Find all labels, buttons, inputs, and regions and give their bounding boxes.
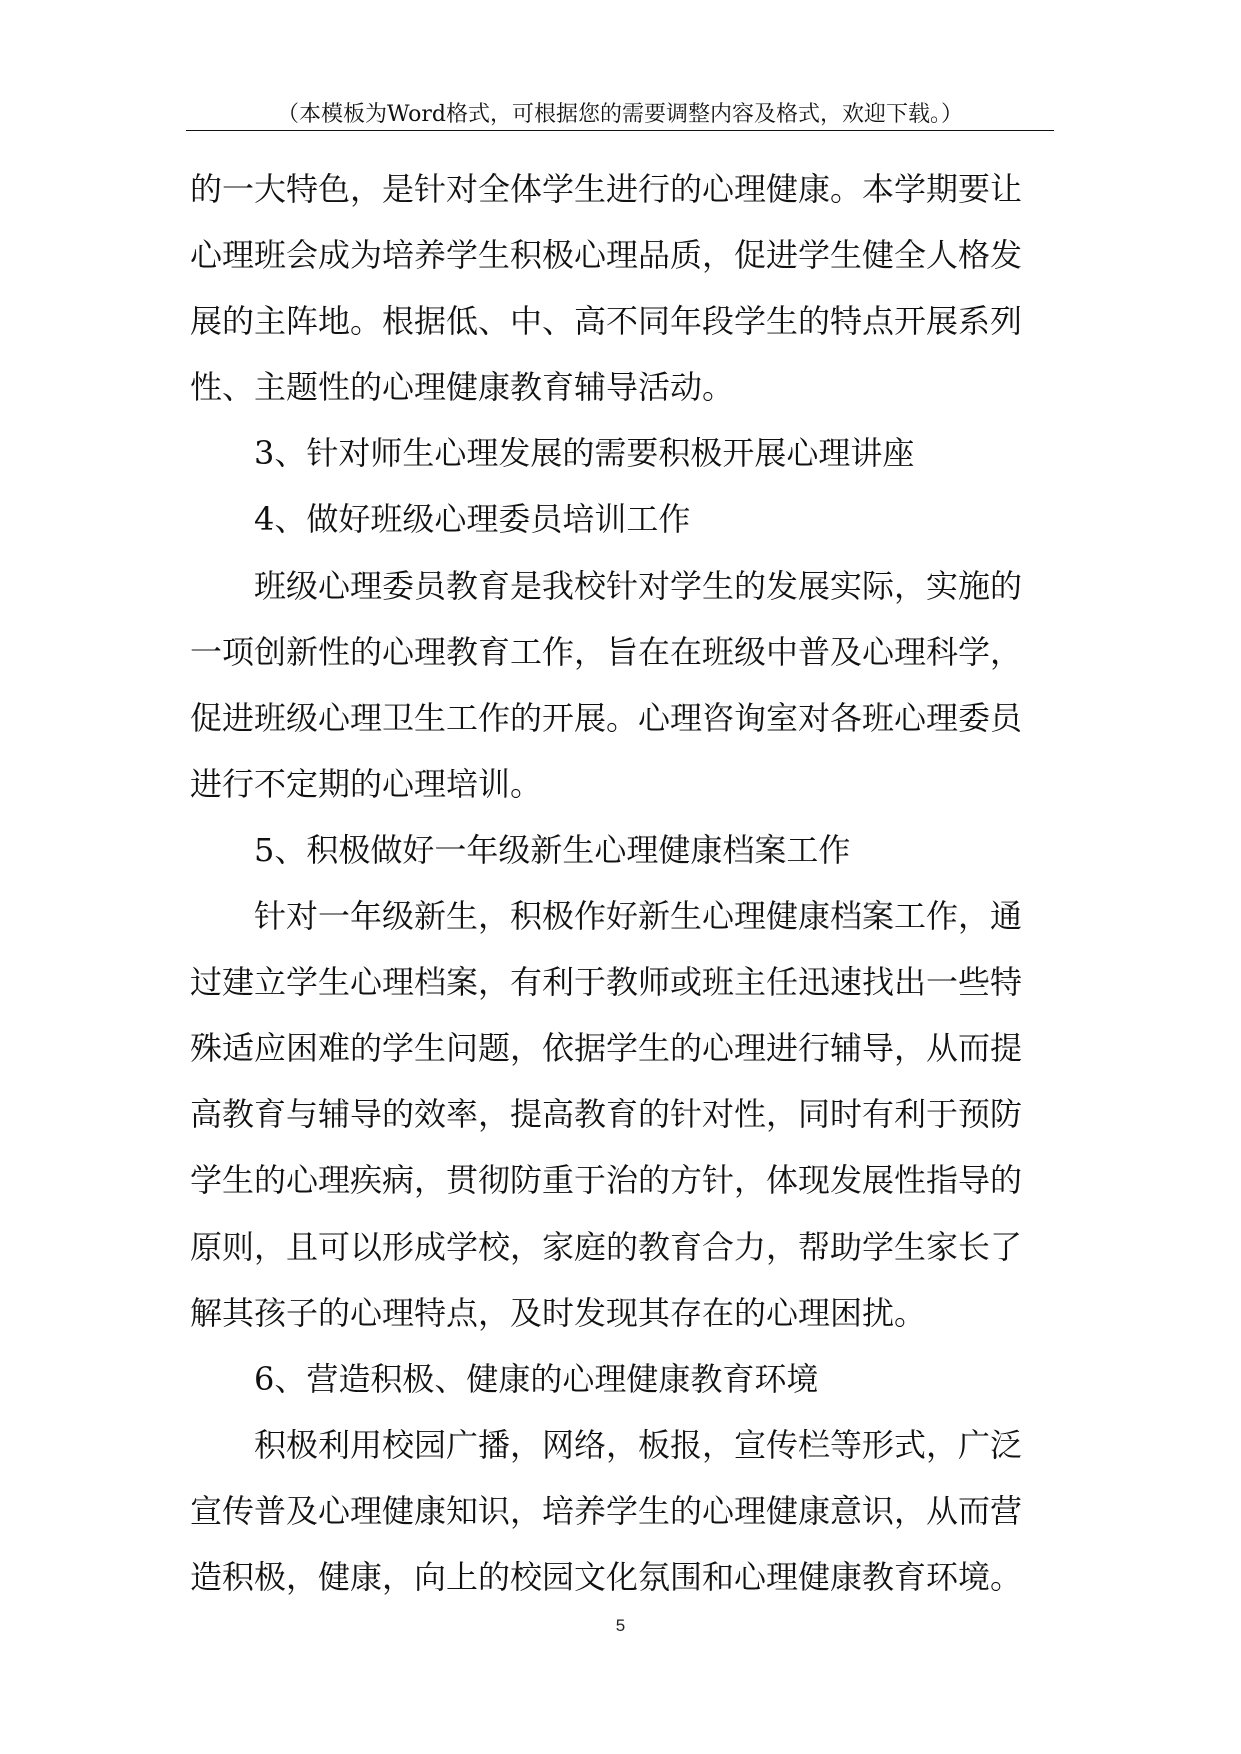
text-line: 宣传普及心理健康知识，培养学生的心理健康意识，从而营 [190,1491,1023,1530]
document-body [190,156,1056,1610]
text-line: 积极利用校园广播，网络，板报，宣传栏等形式，广泛 [254,1425,1023,1464]
text-line: 原则，且可以形成学校，家庭的教育合力，帮助学生家长了 [190,1227,1023,1266]
section-heading-5: 5、积极做好一年级新生心理健康档案工作 [254,830,851,869]
text-line: 造积极，健康，向上的校园文化氛围和心理健康教育环境。 [190,1557,1023,1596]
template-note-header: （本模板为Word格式，可根据您的需要调整内容及格式，欢迎下载。） [277,102,963,127]
section-heading-3: 3、针对师生心理发展的需要积极开展心理讲座 [254,434,915,473]
section-heading-6: 6、营造积极、健康的心理健康教育环境 [254,1359,819,1398]
text-line: 展的主阵地。根据低、中、高不同年段学生的特点开展系列 [190,302,1023,341]
page-number: 5 [615,1616,626,1635]
text-line: 针对一年级新生，积极作好新生心理健康档案工作，通 [254,897,1023,936]
text-line: 促进班级心理卫生工作的开展。心理咨询室对各班心理委员 [190,698,1023,737]
text-line: 进行不定期的心理培训。 [190,764,543,803]
text-line: 高教育与辅导的效率，提高教育的针对性，同时有利于预防 [190,1095,1023,1134]
text-line: 班级心理委员教育是我校针对学生的发展实际，实施的 [254,566,1023,605]
header-divider [186,130,1054,131]
text-line: 学生的心理疾病，贯彻防重于治的方针，体现发展性指导的 [190,1161,1023,1200]
text-line: 心理班会成为培养学生积极心理品质，促进学生健全人格发 [190,236,1023,275]
text-line: 性、主题性的心理健康教育辅导活动。 [190,368,735,407]
text-line: 的一大特色，是针对全体学生进行的心理健康。本学期要让 [190,170,1023,208]
text-line: 殊适应困难的学生问题，依据学生的心理进行辅导，从而提 [190,1029,1023,1068]
text-line: 解其孩子的心理特点，及时发现其存在的心理困扰。 [190,1293,927,1332]
text-line: 过建立学生心理档案，有利于教师或班主任迅速找出一些特 [190,963,1023,1002]
section-heading-4: 4、做好班级心理委员培训工作 [254,500,691,539]
text-line: 一项创新性的心理教育工作，旨在在班级中普及心理科学， [190,632,1023,671]
